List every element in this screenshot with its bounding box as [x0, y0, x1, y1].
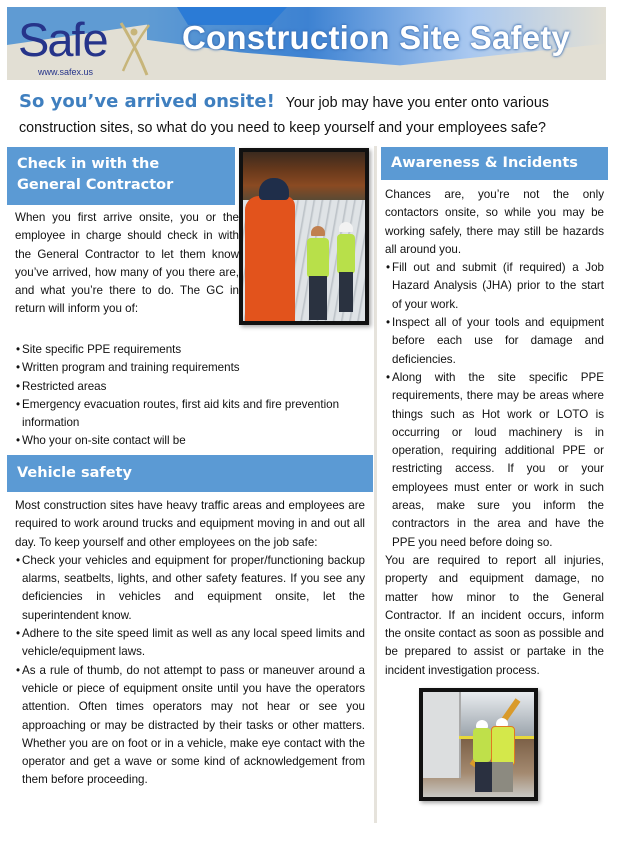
- photo-worker-legs: [309, 276, 327, 320]
- hard-hat-icon: [339, 222, 353, 232]
- check-in-title-line2: General Contractor: [17, 177, 174, 193]
- excavation-site-photo: [419, 688, 538, 801]
- photo-worker-orange-jacket: [245, 196, 295, 321]
- photo-worker-legs: [339, 272, 353, 312]
- vehicle-safety-section: [7, 455, 373, 790]
- intro-paragraph: [19, 90, 599, 140]
- incident-reporting-paragraph: You are required to report all injuries, property and equipment damage, no matter how minor to the General Contractor. If an incident occurs, inform the onsite contact as soon as possible and be prepared to assist or partake in the incident investigation process.: [385, 553, 604, 677]
- hard-hat-icon: [496, 718, 508, 726]
- header-banner: [7, 7, 606, 80]
- list-item: • Written program and training requirements: [15, 359, 371, 377]
- vehicle-safety-body: [15, 497, 365, 790]
- photo-worker-safety-vest: [307, 238, 329, 278]
- photo-worker-safety-vest: [337, 234, 355, 274]
- vehicle-bullet-list: [15, 552, 365, 790]
- photo-worker-safety-vest: [491, 726, 515, 766]
- workers-on-roof-photo: [239, 148, 369, 325]
- safex-logo: [13, 13, 163, 79]
- list-item: • Inspect all of your tools and equipment before each use for damage and deficiencies.: [385, 314, 604, 369]
- check-in-title-line1: Check in with the: [17, 156, 160, 172]
- list-item: • Fill out and submit (if required) a Job Hazard Analysis (JHA) prior to the start of your work.: [385, 259, 604, 314]
- check-in-paragraph: When you first arrive onsite, you or the employee in charge should check in with the General Contractor to let them know you’ve arrived, how many of you there are, and what you’re there to do. The GC in return will inform you of:: [15, 211, 239, 316]
- logo-wordmark: Safe: [18, 13, 107, 66]
- list-item: • Emergency evacuation routes, first aid kits and fire prevention information: [15, 396, 371, 433]
- check-in-bullet-list: [15, 341, 371, 451]
- photo-worker-legs: [475, 762, 513, 792]
- section-header-vehicle-safety: Vehicle safety: [7, 455, 373, 492]
- section-header-awareness-incidents: Awareness & Incidents: [381, 147, 608, 180]
- intro-lead: So you’ve arrived onsite!: [19, 91, 275, 112]
- awareness-paragraph: Chances are, you’re not the only contactors onsite, so while you may be working safely, there may still be hazards all around you.: [385, 188, 604, 256]
- hard-hat-icon: [476, 720, 488, 728]
- intro-text: Your job may have you enter onto various construction sites, so what do you need to keep yourself and your employees safe?: [19, 95, 549, 136]
- list-item: • Adhere to the site speed limit as well as any local speed limits and vehicle/equipment laws.: [15, 625, 365, 662]
- hard-hat-icon: [259, 178, 289, 200]
- section-header-check-in: [7, 147, 235, 205]
- logo-website-url: www.safex.us: [38, 67, 94, 77]
- vehicle-paragraph: Most construction sites have heavy traffic areas and employees are required to work around trucks and equipment moving in and out all day. To keep yourself and other employees on the job safe:: [15, 499, 365, 549]
- column-divider: [374, 146, 377, 823]
- list-item: • Site specific PPE requirements: [15, 341, 371, 359]
- photo-worker-safety-vest: [473, 728, 491, 762]
- photo-door: [423, 692, 461, 778]
- page-title: Construction Site Safety: [182, 19, 571, 56]
- logo-x-figure-icon: [117, 19, 151, 77]
- list-item: • Check your vehicles and equipment for proper/functioning backup alarms, seatbelts, lights, and other safety features. If you see any deficiencies in vehicles and equipment onsite, let the superintendent know.: [15, 552, 365, 625]
- check-in-body: [15, 209, 239, 319]
- right-column: [381, 147, 608, 680]
- list-item: • Who your on-site contact will be: [15, 432, 371, 450]
- list-item: • Restricted areas: [15, 378, 371, 396]
- awareness-body: [381, 186, 604, 680]
- list-item: • Along with the site specific PPE requirements, there may be areas where things such as Hot work or LOTO is occurring or loud machinery is in operation, requiring additional PPE or restricting access. If you or your employees must enter or work in such areas, make sure you inform the contractors in the area and have the PPE you need before doing so.: [385, 369, 604, 552]
- awareness-bullet-list: [385, 259, 604, 552]
- hard-hat-icon: [311, 226, 325, 236]
- list-item: • As a rule of thumb, do not attempt to pass or maneuver around a vehicle or piece of equipment onsite until you have the operators attention. Often times operators may not hear or see you approaching or may be distracted by their tasks or other matters. Whether you are on foot or in a vehicle, make eye contact with the operator and get a wave or some kind of acknowledgement from them before proceeding.: [15, 662, 365, 790]
